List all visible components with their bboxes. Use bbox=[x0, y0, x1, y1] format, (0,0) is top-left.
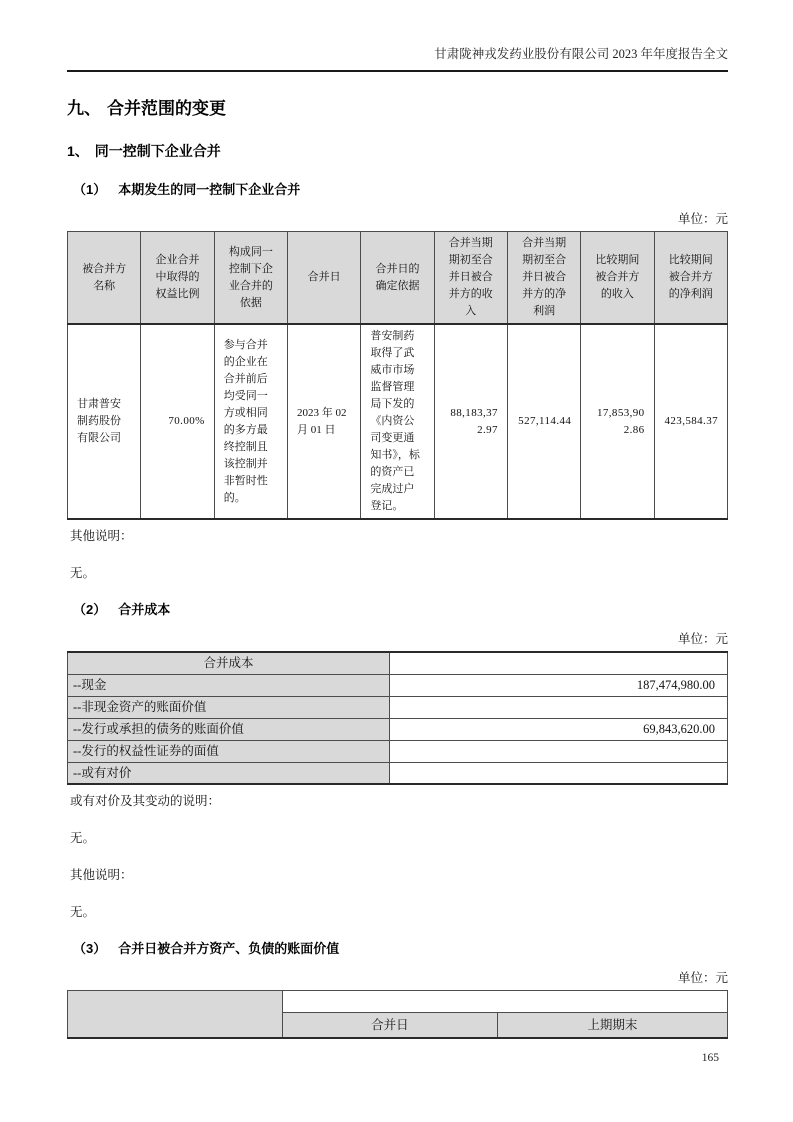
cost-item-label: --发行的权益性证券的面值 bbox=[68, 740, 390, 762]
column-header-comparative-revenue: 比较期间被合并方的收入 bbox=[581, 232, 654, 325]
merger-table-row bbox=[68, 324, 728, 519]
column-header-merged-party: 被合并方名称 bbox=[68, 232, 141, 325]
clause-heading-1 bbox=[73, 181, 728, 199]
note-contingent-label: 或有对价及其变动的说明： bbox=[70, 794, 221, 808]
merge-cost-table bbox=[67, 651, 728, 785]
clause-title: 合并日被合并方资产、负债的账面价值 bbox=[118, 941, 340, 956]
control-basis-cell: 参与合并的企业在合并前后均受同一方或相同的多方最终控制且该控制并非暂时性的。 bbox=[214, 324, 287, 519]
note-other-value: 无。 bbox=[70, 905, 96, 919]
cost-item-label: --非现金资产的账面价值 bbox=[68, 696, 390, 718]
merger-table bbox=[67, 231, 728, 520]
cost-item-label: --现金 bbox=[68, 674, 390, 696]
column-header-date-basis: 合并日的确定依据 bbox=[361, 232, 434, 325]
table-row bbox=[68, 991, 728, 1013]
doc-header-title: 甘肃陇神戎发药业股份有限公司 2023 年年度报告全文 bbox=[434, 47, 728, 61]
merger-table-header-row bbox=[68, 232, 728, 325]
clause-number: （1） bbox=[73, 182, 107, 197]
unit-label: 单位：元 bbox=[677, 971, 728, 985]
section-number: 九、 bbox=[67, 99, 101, 118]
column-header-merge-date: 合并日 bbox=[288, 232, 361, 325]
equity-ratio-cell: 70.00% bbox=[141, 324, 214, 519]
column-header-merge-date: 合并日 bbox=[283, 1013, 498, 1038]
unit-label: 单位：元 bbox=[677, 632, 728, 646]
comparative-revenue-cell: 17,853,902.86 bbox=[581, 324, 654, 519]
section-title: 合并范围的变更 bbox=[107, 99, 226, 118]
clause-number: （2） bbox=[73, 602, 107, 617]
note-contingent-value: 无。 bbox=[70, 831, 96, 845]
table-row bbox=[68, 740, 728, 762]
book-value-table bbox=[67, 990, 728, 1039]
cost-item-value bbox=[390, 740, 728, 762]
section-heading-9 bbox=[67, 98, 728, 120]
revenue-cell: 88,183,372.97 bbox=[434, 324, 507, 519]
cost-item-value: 69,843,620.00 bbox=[390, 718, 728, 740]
table-row bbox=[68, 696, 728, 718]
header-rule bbox=[67, 70, 728, 72]
date-basis-cell: 普安制药取得了武威市市场监督管理局下发的《内资公司变更通知书》，标的资产已完成过户登记。 bbox=[361, 324, 434, 519]
column-header-equity-ratio: 企业合并中取得的权益比例 bbox=[141, 232, 214, 325]
note-other-value: 无。 bbox=[70, 566, 96, 580]
table-row bbox=[68, 674, 728, 696]
cost-item-label: --或有对价 bbox=[68, 762, 390, 784]
cost-item-value bbox=[390, 762, 728, 784]
clause-heading-2 bbox=[73, 601, 728, 619]
merge-cost-header-row bbox=[68, 652, 728, 674]
comparative-net-profit-cell: 423,584.37 bbox=[654, 324, 727, 519]
cost-item-label: --发行或承担的债务的账面价值 bbox=[68, 718, 390, 740]
clause-number: （3） bbox=[73, 941, 107, 956]
clause-title: 本期发生的同一控制下企业合并 bbox=[118, 182, 301, 197]
page-number: 165 bbox=[701, 1051, 719, 1064]
merge-cost-header-value-cell bbox=[390, 652, 728, 674]
table-row bbox=[68, 762, 728, 784]
subsection-number: 1、 bbox=[67, 143, 89, 159]
cost-item-value: 187,474,980.00 bbox=[390, 674, 728, 696]
cost-item-value bbox=[390, 696, 728, 718]
clause-title: 合并成本 bbox=[118, 602, 171, 617]
table-row bbox=[68, 718, 728, 740]
unit-label: 单位：元 bbox=[677, 212, 728, 226]
merge-cost-header-cell: 合并成本 bbox=[68, 652, 390, 674]
note-other-label: 其他说明： bbox=[70, 868, 133, 882]
subsection-title: 同一控制下企业合并 bbox=[94, 143, 221, 159]
empty-corner-cell bbox=[68, 991, 283, 1038]
column-header-comparative-net-profit: 比较期间被合并方的净利润 bbox=[654, 232, 727, 325]
column-header-control-basis: 构成同一控制下企业合并的依据 bbox=[214, 232, 287, 325]
note-other-label: 其他说明： bbox=[70, 529, 133, 543]
column-header-revenue: 合并当期期初至合并日被合并方的收入 bbox=[434, 232, 507, 325]
blank-spanning-cell bbox=[283, 991, 728, 1013]
merged-party-name-cell: 甘肃普安制药股份有限公司 bbox=[68, 324, 141, 519]
subsection-heading-1 bbox=[67, 142, 728, 161]
column-header-prior-period-end: 上期期末 bbox=[497, 1013, 727, 1038]
column-header-net-profit: 合并当期期初至合并日被合并方的净利润 bbox=[507, 232, 580, 325]
merge-date-cell: 2023 年 02 月 01 日 bbox=[288, 324, 361, 519]
clause-heading-3 bbox=[73, 940, 728, 958]
net-profit-cell: 527,114.44 bbox=[507, 324, 580, 519]
